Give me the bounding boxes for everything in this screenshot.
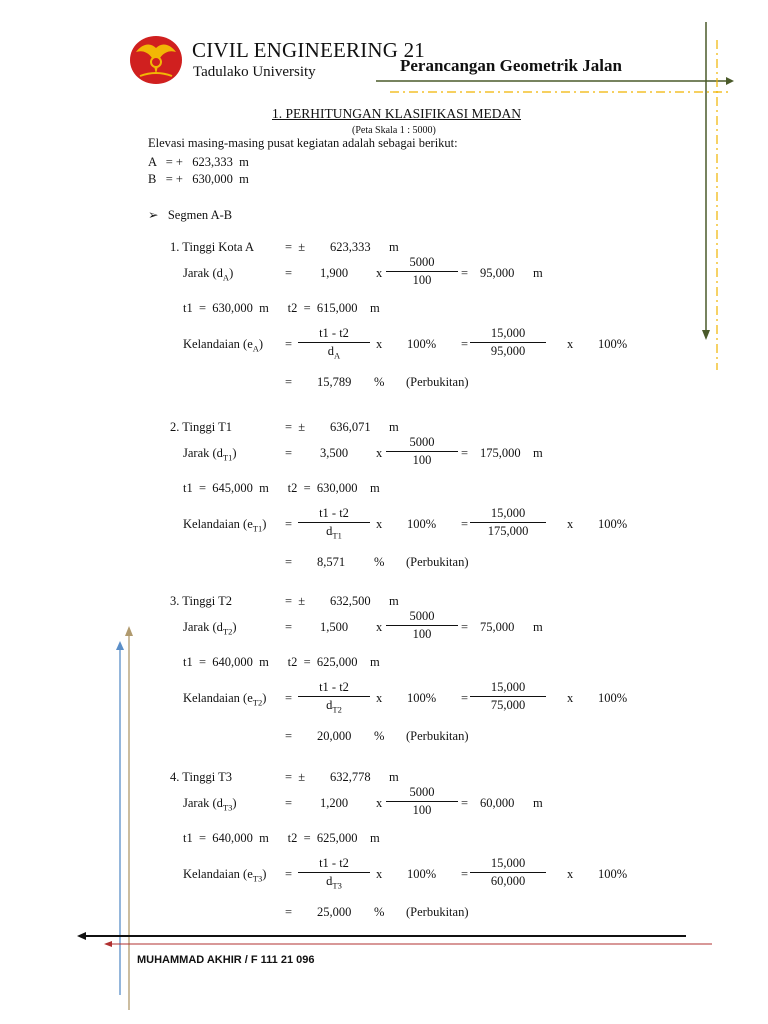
slope-100pct: 100%: [407, 337, 437, 351]
item-heading: 1. Tinggi Kota A: [170, 240, 255, 254]
jarak-times: x: [376, 266, 383, 280]
value-numerator: 15,000: [490, 856, 526, 870]
jarak-eq-2: =: [461, 620, 469, 634]
jarak-result: 95,000: [480, 266, 515, 280]
jarak-value: 1,500: [320, 620, 349, 634]
tinggi-unit: m: [389, 240, 399, 254]
kelandaian-label: Kelandaian $(e_{T3})$: [183, 867, 267, 884]
tinggi-unit: m: [389, 420, 399, 434]
kelandaian-eq: =: [285, 691, 293, 705]
value-100pct: 100%: [598, 867, 628, 881]
scale-fraction: [386, 609, 458, 642]
value-fraction: [470, 506, 546, 539]
elevation-line: t1 = 640,000 m t2 = 625,000 m: [183, 655, 380, 669]
fraction-numerator: 5000: [409, 609, 435, 623]
value-denominator: 175,000: [487, 524, 529, 538]
fraction-bar: [470, 342, 546, 343]
fraction-bar: [386, 625, 458, 626]
right-vertical-arrowhead: [702, 330, 710, 340]
left-blue-arrowhead: [116, 641, 124, 650]
kelandaian-subscript: T3: [252, 873, 263, 884]
slope-denominator: $d_{T2}$: [326, 698, 342, 715]
value-times: x: [567, 867, 574, 881]
fraction-bar: [386, 801, 458, 802]
denominator-subscript: A: [334, 350, 341, 361]
segment-heading: [148, 207, 232, 223]
fraction-bar: [470, 696, 546, 697]
arrow-bullet-icon: ➢: [148, 208, 159, 222]
kelandaian-text: Kelandaian (e: [183, 337, 253, 351]
denominator-subscript: T1: [332, 530, 342, 541]
slope-fraction: [298, 680, 370, 715]
kelandaian-label: Kelandaian $(e_{T2})$: [183, 691, 267, 708]
fraction-bar: [386, 271, 458, 272]
bottom-black-arrowhead: [77, 932, 86, 940]
footer-author: MUHAMMAD AKHIR / F 111 21 096: [137, 954, 315, 966]
course-title: Perancangan Geometrik Jalan: [400, 56, 622, 75]
jarak-label: Jarak $(d_{T1})$: [183, 446, 237, 463]
tinggi-unit: m: [389, 594, 399, 608]
value-100pct: 100%: [598, 517, 628, 531]
item-heading: 2. Tinggi T1: [170, 420, 232, 434]
fraction-bar: [298, 872, 370, 873]
slope-100pct: 100%: [407, 867, 437, 881]
jarak-value: 3,500: [320, 446, 349, 460]
jarak-text: Jarak (d: [183, 796, 223, 810]
bottom-red-arrowhead: [104, 941, 112, 947]
result-eq: =: [285, 375, 293, 389]
jarak-eq-2: =: [461, 446, 469, 460]
jarak-eq: =: [285, 796, 293, 810]
kelandaian-text: Kelandaian (e: [183, 517, 253, 531]
jarak-subscript: T3: [222, 802, 233, 813]
slope-times: x: [376, 691, 383, 705]
map-scale: (Peta Skala 1 : 5000): [352, 125, 436, 136]
elevation-b: B = + 630,000 m: [148, 172, 249, 186]
fraction-denominator: 100: [412, 803, 432, 817]
denominator-subscript: T2: [332, 704, 342, 715]
value-numerator: 15,000: [490, 680, 526, 694]
kelandaian-label: Kelandaian $(e_{T1})$: [183, 517, 267, 534]
result-value: 15,789: [317, 375, 352, 389]
slope-100pct: 100%: [407, 691, 437, 705]
slope-eq-2: =: [461, 337, 469, 351]
jarak-unit: m: [533, 796, 543, 810]
section-title: 1. PERHITUNGAN KLASIFIKASI MEDAN: [272, 106, 521, 121]
jarak-times: x: [376, 796, 383, 810]
jarak-subscript: A: [222, 272, 230, 283]
jarak-result: 75,000: [480, 620, 515, 634]
elevation-line: t1 = 645,000 m t2 = 630,000 m: [183, 481, 380, 495]
kelandaian-subscript: T2: [252, 697, 263, 708]
slope-eq-2: =: [461, 517, 469, 531]
value-denominator: 60,000: [490, 874, 526, 888]
value-100pct: 100%: [598, 691, 628, 705]
elevation-line: t1 = 630,000 m t2 = 615,000 m: [183, 301, 380, 315]
slope-numerator: t1 - t2: [319, 326, 349, 340]
fraction-bar: [298, 696, 370, 697]
jarak-eq: =: [285, 266, 293, 280]
jarak-text: Jarak (d: [183, 620, 223, 634]
jarak-text: Jarak (d: [183, 266, 223, 280]
result-value: 25,000: [317, 905, 352, 919]
jarak-label: Jarak $(d_{T2})$: [183, 620, 237, 637]
kelandaian-subscript: T1: [252, 523, 263, 534]
jarak-unit: m: [533, 446, 543, 460]
slope-denominator: $d_{T3}$: [326, 874, 342, 891]
slope-numerator: t1 - t2: [319, 856, 349, 870]
result-class: (Perbukitan): [406, 375, 469, 389]
slope-denominator: $d_A$: [327, 344, 341, 361]
kelandaian-eq: =: [285, 867, 293, 881]
value-fraction: [470, 326, 546, 359]
segment-label: Segmen A-B: [167, 208, 233, 222]
scale-fraction: [386, 785, 458, 818]
tinggi-pm: = ±: [285, 240, 306, 254]
value-fraction: [470, 856, 546, 889]
result-value: 8,571: [317, 555, 346, 569]
item-heading: 4. Tinggi T3: [170, 770, 232, 784]
jarak-label: Jarak $(d_{T3})$: [183, 796, 237, 813]
tinggi-pm: = ±: [285, 420, 306, 434]
university-logo: [126, 34, 186, 88]
header-university: Tadulako University: [193, 64, 316, 80]
slope-times: x: [376, 337, 383, 351]
value-100pct: 100%: [598, 337, 628, 351]
value-times: x: [567, 517, 574, 531]
elevation-a: A = + 623,333 m: [148, 155, 249, 169]
tinggi-value: 623,333: [330, 240, 371, 254]
kelandaian-subscript: A: [252, 343, 259, 354]
header-arrowhead: [726, 77, 734, 85]
result-class: (Perbukitan): [406, 729, 469, 743]
kelandaian-text: Kelandaian (e: [183, 691, 253, 705]
value-numerator: 15,000: [490, 326, 526, 340]
elevation-line: t1 = 640,000 m t2 = 625,000 m: [183, 831, 380, 845]
slope-numerator: t1 - t2: [319, 680, 349, 694]
result-pct: %: [374, 555, 385, 569]
result-class: (Perbukitan): [406, 905, 469, 919]
fraction-bar: [470, 872, 546, 873]
left-tan-arrowhead: [125, 626, 133, 636]
intro-text: Elevasi masing-masing pusat kegiatan adalah sebagai berikut:: [148, 136, 458, 150]
fraction-numerator: 5000: [409, 435, 435, 449]
tinggi-pm: = ±: [285, 770, 306, 784]
jarak-eq-2: =: [461, 796, 469, 810]
result-eq: =: [285, 555, 293, 569]
fraction-numerator: 5000: [409, 785, 435, 799]
tinggi-value: 632,500: [330, 594, 371, 608]
fraction-bar: [298, 342, 370, 343]
slope-denominator: $d_{T1}$: [326, 524, 342, 541]
value-fraction: [470, 680, 546, 713]
result-pct: %: [374, 375, 385, 389]
slope-fraction: [298, 856, 370, 891]
kelandaian-eq: =: [285, 337, 293, 351]
jarak-unit: m: [533, 620, 543, 634]
scale-fraction: [386, 435, 458, 468]
result-eq: =: [285, 905, 293, 919]
jarak-eq: =: [285, 446, 293, 460]
jarak-times: x: [376, 620, 383, 634]
slope-times: x: [376, 867, 383, 881]
jarak-subscript: T2: [222, 626, 233, 637]
fraction-bar: [386, 451, 458, 452]
jarak-times: x: [376, 446, 383, 460]
jarak-text: Jarak (d: [183, 446, 223, 460]
tinggi-value: 632,778: [330, 770, 371, 784]
header-title: CIVIL ENGINEERING 21: [192, 38, 426, 62]
value-times: x: [567, 691, 574, 705]
value-numerator: 15,000: [490, 506, 526, 520]
slope-fraction: [298, 506, 370, 541]
value-times: x: [567, 337, 574, 351]
scale-fraction: [386, 255, 458, 288]
tinggi-unit: m: [389, 770, 399, 784]
item-heading: 3. Tinggi T2: [170, 594, 232, 608]
kelandaian-text: Kelandaian (e: [183, 867, 253, 881]
fraction-denominator: 100: [412, 453, 432, 467]
tinggi-value: 636,071: [330, 420, 371, 434]
fraction-bar: [298, 522, 370, 523]
slope-times: x: [376, 517, 383, 531]
fraction-numerator: 5000: [409, 255, 435, 269]
fraction-denominator: 100: [412, 627, 432, 641]
result-pct: %: [374, 905, 385, 919]
fraction-bar: [470, 522, 546, 523]
kelandaian-eq: =: [285, 517, 293, 531]
slope-eq-2: =: [461, 867, 469, 881]
slope-100pct: 100%: [407, 517, 437, 531]
jarak-result: 175,000: [480, 446, 521, 460]
jarak-result: 60,000: [480, 796, 515, 810]
result-class: (Perbukitan): [406, 555, 469, 569]
jarak-eq-2: =: [461, 266, 469, 280]
result-value: 20,000: [317, 729, 352, 743]
value-denominator: 75,000: [490, 698, 526, 712]
result-pct: %: [374, 729, 385, 743]
kelandaian-label: Kelandaian $(e_A)$: [183, 337, 264, 354]
jarak-value: 1,200: [320, 796, 349, 810]
fraction-denominator: 100: [412, 273, 432, 287]
tinggi-pm: = ±: [285, 594, 306, 608]
jarak-subscript: T1: [222, 452, 233, 463]
slope-fraction: [298, 326, 370, 361]
jarak-unit: m: [533, 266, 543, 280]
jarak-label: Jarak $(d_A)$: [183, 266, 234, 283]
slope-numerator: t1 - t2: [319, 506, 349, 520]
jarak-eq: =: [285, 620, 293, 634]
denominator-subscript: T3: [332, 880, 342, 891]
result-eq: =: [285, 729, 293, 743]
slope-eq-2: =: [461, 691, 469, 705]
value-denominator: 95,000: [490, 344, 526, 358]
jarak-value: 1,900: [320, 266, 349, 280]
